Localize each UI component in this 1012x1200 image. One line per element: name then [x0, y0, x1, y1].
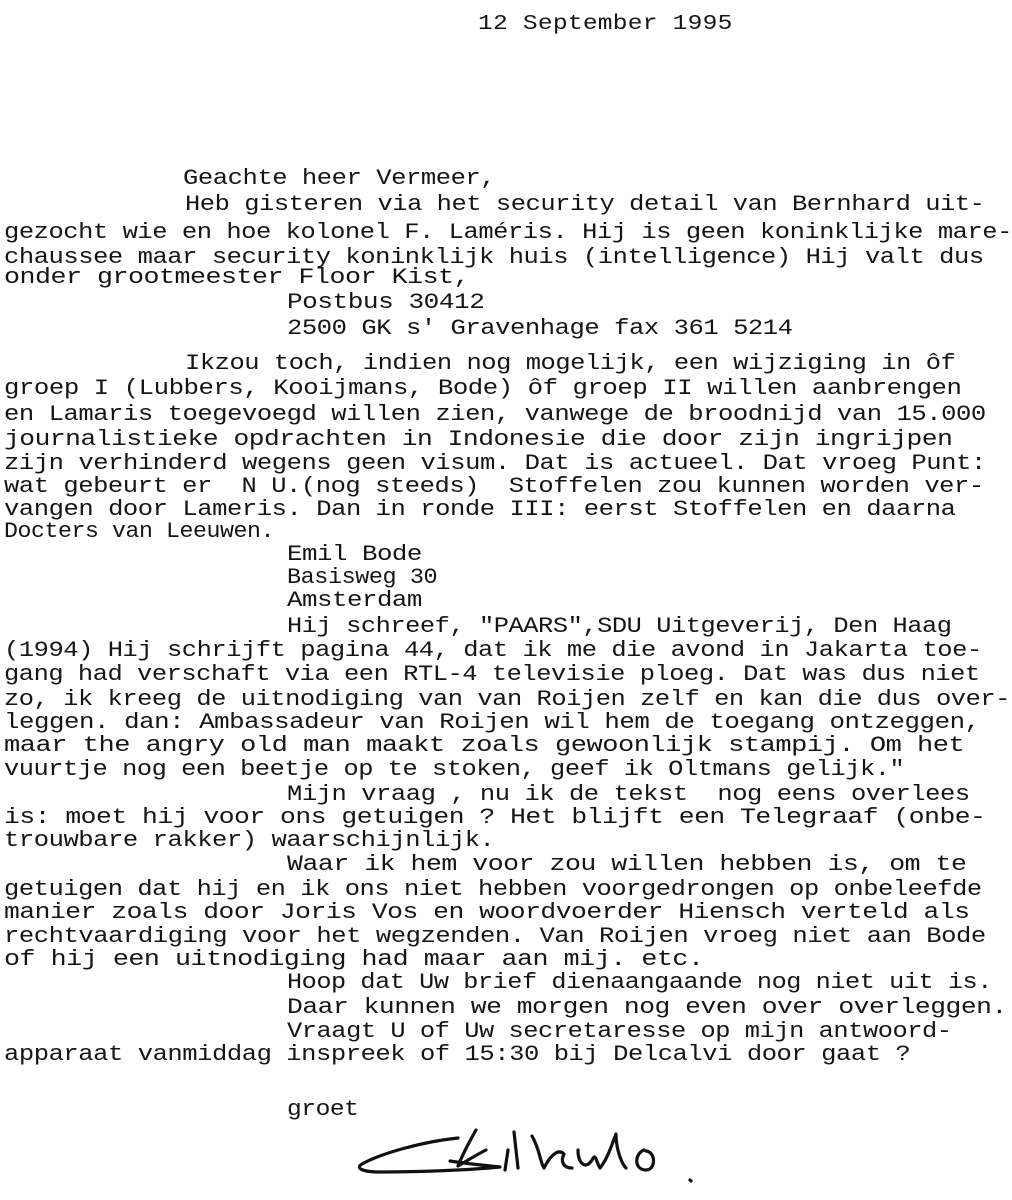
address-line: 2500 GK s' Gravenhage fax 361 5214 [287, 315, 793, 341]
body-line: wat gebeurt er N U.(nog steeds) Stoffelen zou kunnen worden ver- [4, 473, 984, 499]
body-line: en Lamaris toegevoegd willen zien, vanwege de broodnijd van 15.000 [4, 401, 986, 427]
body-line: vangen door Lameris. Dan in ronde III: eerst Stoffelen en daarna [4, 496, 956, 522]
body-line: Docters van Leeuwen. [4, 518, 275, 544]
body-line: Waar ik hem voor zou willen hebben is, om te [287, 851, 967, 877]
body-line: trouwbare rakker) waarschijnlijk. [4, 827, 495, 853]
address-line: Basisweg 30 [287, 564, 438, 590]
body-line: Heb gisteren via het security detail van Bernhard uit- [185, 191, 985, 217]
body-line: Mijn vraag , nu ik de tekst nog eens overlees [287, 781, 970, 807]
body-line: onder grootmeester Floor Kist, [4, 264, 470, 290]
body-line: Ikzou toch, indien nog mogelijk, een wijziging in ôf [185, 350, 956, 376]
body-line: rechtvaardiging voor het wegzenden. Van Roijen vroeg niet aan Bode [4, 923, 986, 949]
body-line: gezocht wie en hoe kolonel F. Laméris. Hij is geen koninklijke mare- [4, 219, 1012, 245]
body-line: of hij een uitnodiging had maar aan mij. etc. [4, 946, 704, 972]
body-line: Daar kunnen we morgen nog even over overleggen. [287, 994, 1007, 1020]
body-line: chaussee maar security koninklijk huis (intelligence) Hij valt dus [4, 244, 984, 270]
body-line: groep I (Lubbers, Kooijmans, Bode) ôf groep II willen aanbrengen [4, 375, 962, 401]
body-line: is: moet hij voor ons getuigen ? Het blijft een Telegraaf (onbe- [4, 804, 986, 830]
address-line: Amsterdam [287, 587, 422, 613]
closing: groet [287, 1096, 359, 1122]
body-line: getuigen dat hij en ik ons niet hebben voorgedrongen op onbeleefde [4, 876, 982, 902]
body-line: gang had verschaft via een RTL-4 televisie ploeg. Dat was dus niet [4, 661, 980, 687]
address-line: Emil Bode [287, 541, 422, 567]
body-line: (1994) Hij schrijft pagina 44, dat ik me die avond in Jakarta toe- [4, 637, 982, 663]
body-line: Vraagt U of Uw secretaresse op mijn antwoord- [287, 1018, 952, 1044]
body-line: journalistieke opdrachten in Indonesie die door zijn ingrijpen [4, 426, 953, 452]
handwritten-signature [350, 1120, 870, 1195]
address-line: Postbus 30412 [287, 289, 485, 315]
body-line: apparaat vanmiddag inspreek of 15:30 bij Delcalvi door gaat ? [4, 1041, 911, 1067]
body-line: maar the angry old man maakt zoals gewoonlijk stampij. Om het [4, 732, 965, 758]
body-line: Hij schreef, "PAARS",SDU Uitgeverij, Den Haag [287, 613, 952, 639]
body-line: Hoop dat Uw brief dienaangaande nog niet uit is. [287, 969, 992, 995]
letter-date: 12 September 1995 [478, 13, 733, 36]
salutation: Geachte heer Vermeer, [183, 165, 496, 191]
body-line: leggen. dan: Ambassadeur van Roijen wil hem de toegang ontzeggen, [4, 709, 980, 735]
body-line: zijn verhinderd wegens geen visum. Dat is actueel. Dat vroeg Punt: [4, 450, 986, 476]
body-line: manier zoals door Joris Vos en woordvoerder Hiensch verteld als [4, 899, 970, 925]
body-line: zo, ik kreeg de uitnodiging van van Roijen zelf en kan die dus over- [4, 686, 1010, 712]
body-line: vuurtje nog een beetje op te stoken, geef ik Oltmans gelijk." [4, 756, 905, 782]
